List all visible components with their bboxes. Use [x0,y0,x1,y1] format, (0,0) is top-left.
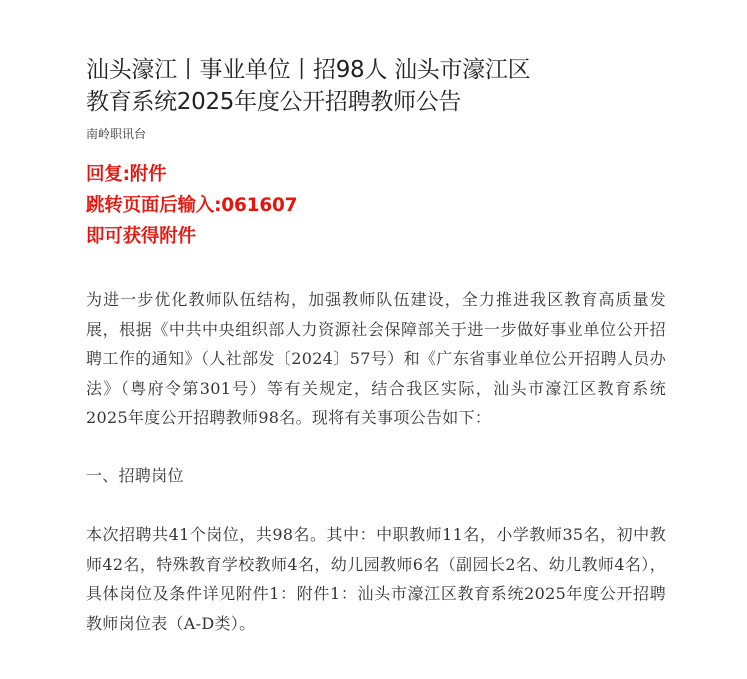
article [86,54,666,638]
article-title-line-2: 教育系统2025年度公开招聘教师公告 [86,89,462,115]
article-title [86,54,666,118]
promo-block [86,159,666,252]
promo-line-reply: 回复:附件 [86,164,167,185]
account-name-link[interactable] [86,126,666,142]
promo-line-code: 跳转页面后输入:061607 [86,195,298,216]
intro-paragraph: 为进一步优化教师队伍结构，加强教师队伍建设，全力推进我区教育高质量发展，根据《中共中央组织部人力资源社会保障部关于进一步做好事业单位公开招聘工作的通知》（人社部发〔2024〕57号）和《广东省事业单位公开招聘人员办法》（粤府令第301号）等有关规定，结合我区实际，汕头市濠江区教育系统2025年度公开招聘教师98名。现将有关事项公告如下： [86,290,666,427]
positions-paragraph: 本次招聘共41个岗位，共98名。其中：中职教师11名，小学教师35名，初中教师42名，特殊教育学校教师4名，幼儿园教师6名（副园长2名、幼儿教师4名），具体岗位及条件详见附件1：附件1：汕头市濠江区教育系统2025年度公开招聘教师岗位表（A-D类）。 [86,525,666,633]
article-title-line-1: 汕头濠江丨事业单位丨招98人 汕头市濠江区 [86,57,531,83]
account-name: 南岭职讯台 [86,127,147,141]
section-heading-positions: 一、招聘岗位 [86,465,184,485]
promo-line-get-attachment: 即可获得附件 [86,226,196,247]
